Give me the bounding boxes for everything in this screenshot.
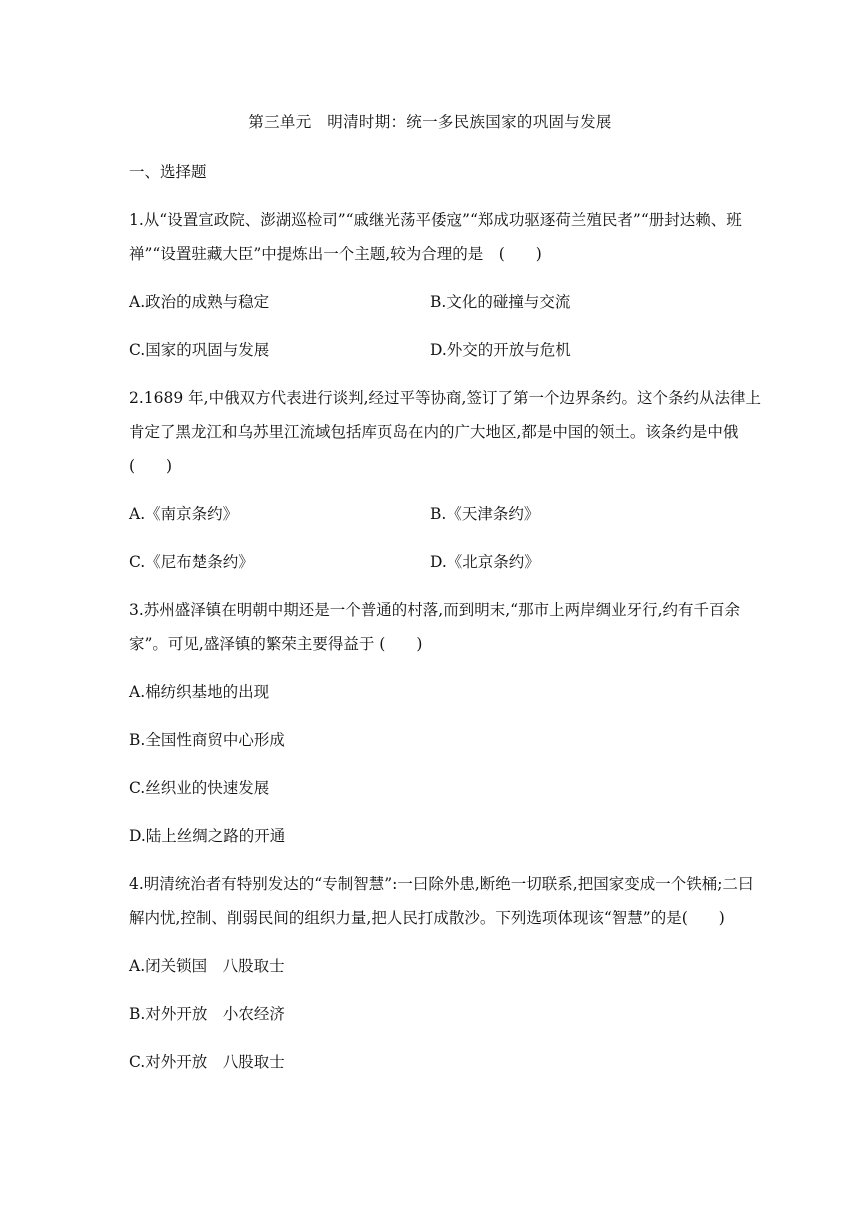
q2-stem-line-2: 肯定了黑龙江和乌苏里江流域包括库页岛在内的广大地区,都是中国的领土。该条约是中俄	[129, 423, 739, 441]
q2-option-d: D.《北京条约》	[430, 553, 540, 571]
q3-stem-line-2: 家”。可见,盛泽镇的繁荣主要得益于 ( )	[129, 635, 423, 653]
q1-stem-line-1: 1.从“设置宣政院、澎湖巡检司”“戚继光荡平倭寇”“郑成功驱逐荷兰殖民者”“册封达赖、班	[129, 211, 742, 229]
q2-option-b: B.《天津条约》	[430, 505, 540, 523]
q2-stem-line-1: 2.1689 年,中俄双方代表进行谈判,经过平等协商,签订了第一个边界条约。这个条约从法律上	[129, 389, 761, 407]
q1-option-d: D.外交的开放与危机	[430, 341, 571, 359]
q1-stem-line-2: 禅”“设置驻藏大臣”中提炼出一个主题,较为合理的是 ( )	[129, 245, 542, 263]
q2-stem-line-3: ( )	[129, 457, 173, 475]
q2-option-a: A.《南京条约》	[129, 505, 239, 523]
section-heading: 一、选择题	[129, 163, 207, 181]
q3-option-d: D.陆上丝绸之路的开通	[129, 827, 286, 845]
q4-stem-line-2: 解内忧,控制、削弱民间的组织力量,把人民打成散沙。下列选项体现该“智慧”的是( )	[129, 909, 725, 927]
q4-option-a: A.闭关锁国 八股取士	[129, 957, 285, 975]
q4-option-c: C.对外开放 八股取士	[129, 1053, 285, 1071]
q3-option-a: A.棉纺织基地的出现	[129, 683, 270, 701]
q1-option-b: B.文化的碰撞与交流	[430, 293, 571, 311]
q4-option-b: B.对外开放 小农经济	[129, 1005, 285, 1023]
q1-option-a: A.政治的成熟与稳定	[129, 293, 270, 311]
q3-option-b: B.全国性商贸中心形成	[129, 731, 285, 749]
q3-option-c: C.丝织业的快速发展	[129, 779, 270, 797]
q1-option-c: C.国家的巩固与发展	[129, 341, 270, 359]
q4-stem-line-1: 4.明清统治者有特别发达的“专制智慧”:一曰除外患,断绝一切联系,把国家变成一个铁桶;二曰	[129, 875, 754, 893]
q3-stem-line-1: 3.苏州盛泽镇在明朝中期还是一个普通的村落,而到明末,“那市上两岸绸业牙行,约有千百余	[129, 601, 740, 619]
unit-title: 第三单元 明清时期：统一多民族国家的巩固与发展	[248, 113, 612, 131]
q2-option-c: C.《尼布楚条约》	[129, 553, 254, 571]
